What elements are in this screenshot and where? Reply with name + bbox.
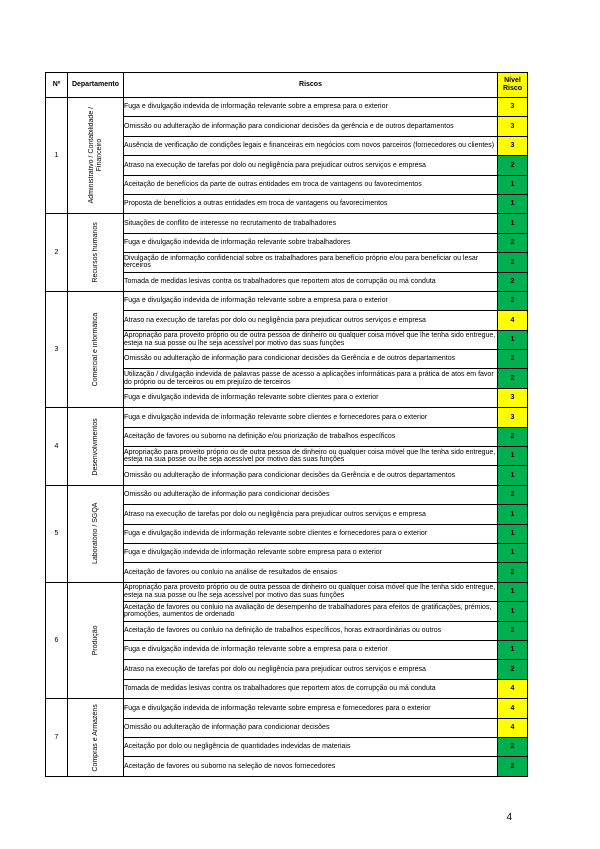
department-cell — [68, 582, 124, 698]
department-cell — [68, 699, 124, 777]
risk-description: Proposta de benefícios a outras entidades em troca de vantagens ou favorecimentos — [124, 194, 498, 213]
risk-level-badge: 2 — [498, 485, 528, 504]
risk-description: Fuga e divulgação indevida de informação relevante sobre empresa para o exterior — [124, 543, 498, 562]
header-department: Departamento — [68, 73, 124, 98]
risk-description: Apropriação para proveito próprio ou de outra pessoa de dinheiro ou qualquer coisa móvel que lhe tenha sido entregue, esteja na sua posse ou lhe seja acessível por motivo das suas funções — [124, 582, 498, 601]
table-row — [46, 214, 528, 233]
header-risk-level: Nível Risco — [498, 73, 528, 98]
risk-level-badge: 3 — [498, 98, 528, 117]
risk-description: Divulgação de informação confidencial sobre os trabalhadores para benefício próprio e/ou para beneficiar ou lesar terceiros — [124, 253, 498, 272]
risk-description: Omissão ou adulteração de informação para condicionar decisões da gerência e de outros departamentos — [124, 117, 498, 136]
risk-description: Fuga e divulgação indevida de informação relevante sobre clientes para o exterior — [124, 388, 498, 407]
group-number: 7 — [46, 699, 68, 777]
risk-description: Tomada de medidas lesivas contra os trabalhadores que reportem atos de corrupção ou má conduta — [124, 679, 498, 698]
risk-level-badge: 2 — [498, 350, 528, 369]
risk-description: Apropriação para proveito próprio ou de outra pessoa de dinheiro ou qualquer coisa móvel que lhe tenha sido entregue, esteja na sua posse ou lhe seja acessível por motivo das suas funções — [124, 447, 498, 466]
risk-description: Ausência de verificação de condições legais e financeiras em negócios com novos parceiros (fornecedores ou clientes) — [124, 136, 498, 155]
risk-description: Omissão ou adulteração de informação para condicionar decisões da Gerência e de outros departamentos — [124, 466, 498, 485]
risk-description: Aceitação de benefícios da parte de outras entidades em troca de vantagens ou favorecimentos — [124, 175, 498, 194]
risk-description: Aceitação de favores ou conluio na análise de resultados de ensaios — [124, 563, 498, 582]
risk-level-badge: 1 — [498, 466, 528, 485]
risk-description: Aceitação de favores ou suborno na seleção de novos fornecedores — [124, 757, 498, 776]
risk-level-badge: 2 — [498, 291, 528, 310]
risk-level-badge: 2 — [498, 427, 528, 446]
risk-level-badge: 1 — [498, 330, 528, 349]
risk-description: Fuga e divulgação indevida de informação relevante sobre clientes e fornecedores para o exterior — [124, 524, 498, 543]
risk-description: Tomada de medidas lesivas contra os trabalhadores que reportem atos de corrupção ou má conduta — [124, 272, 498, 291]
risk-level-badge: 4 — [498, 718, 528, 737]
group-number: 6 — [46, 582, 68, 698]
table-row — [46, 699, 528, 718]
risk-description: Utilização / divulgação indevida de palavras passe de acesso a aplicações informáticas para a prática de atos em favor do próprio ou de terceiros ou em prejuízo de terceiros — [124, 369, 498, 388]
risk-description: Atraso na execução de tarefas por dolo ou negligência para prejudicar outros serviços e empresa — [124, 505, 498, 524]
risk-level-badge: 1 — [498, 640, 528, 659]
risk-description: Fuga e divulgação indevida de informação relevante sobre trabalhadores — [124, 233, 498, 252]
risk-level-badge: 2 — [498, 156, 528, 175]
risk-level-badge: 1 — [498, 524, 528, 543]
header-number: Nº — [46, 73, 68, 98]
risk-level-badge: 1 — [498, 175, 528, 194]
risk-level-badge: 2 — [498, 563, 528, 582]
risk-level-badge: 2 — [498, 621, 528, 640]
department-cell — [68, 291, 124, 407]
risk-level-badge: 4 — [498, 679, 528, 698]
risk-level-badge: 1 — [498, 602, 528, 621]
header-risks: Riscos — [124, 73, 498, 98]
department-name: Recursos humanos — [91, 222, 99, 283]
group-number: 2 — [46, 214, 68, 292]
risk-level-badge: 3 — [498, 117, 528, 136]
risk-description: Aceitação de favores ou conluio na avaliação de desempenho de trabalhadores para efeitos de gratificações, prémios, promoções, aumentos de ordenado — [124, 602, 498, 621]
department-name: Laboratório / SGQA — [91, 503, 99, 565]
risk-table-body — [46, 98, 528, 777]
risk-level-badge: 3 — [498, 388, 528, 407]
department-cell — [68, 485, 124, 582]
risk-level-badge: 3 — [498, 408, 528, 427]
risk-description: Omissão ou adulteração de informação para condicionar decisões — [124, 485, 498, 504]
risk-description: Atraso na execução de tarefas por dolo ou negligência para prejudicar outros serviços e empresa — [124, 660, 498, 679]
department-name: Desenvolvimentos — [91, 417, 99, 476]
risk-level-badge: 1 — [498, 582, 528, 601]
risk-level-badge: 2 — [498, 737, 528, 756]
table-row — [46, 485, 528, 504]
group-number: 5 — [46, 485, 68, 582]
risk-level-badge: 3 — [498, 136, 528, 155]
risk-description: Apropriação para proveito próprio ou de outra pessoa de dinheiro ou qualquer coisa móvel que lhe tenha sido entregue, esteja na sua posse ou lhe seja acessível por motivo das suas funções — [124, 330, 498, 349]
table-row — [46, 582, 528, 601]
risk-description: Atraso na execução de tarefas por dolo ou negligência para prejudicar outros serviços e empresa — [124, 156, 498, 175]
group-number: 1 — [46, 98, 68, 214]
risk-description: Aceitação de favores ou conluio na definição de trabalhos específicos, horas extraordinárias ou outros — [124, 621, 498, 640]
risk-level-badge: 2 — [498, 660, 528, 679]
table-row — [46, 408, 528, 427]
risk-level-badge: 1 — [498, 447, 528, 466]
risk-description: Fuga e divulgação indevida de informação relevante sobre empresa e fornecedores para o exterior — [124, 699, 498, 718]
department-name: Administrativo / Contabilidade / Financeiro — [87, 107, 103, 204]
risk-description: Fuga e divulgação indevida de informação relevante sobre a empresa para o exterior — [124, 98, 498, 117]
risk-level-badge: 2 — [498, 757, 528, 776]
risk-description: Aceitação por dolo ou negligência de quantidades indevidas de materiais — [124, 737, 498, 756]
risk-level-badge: 1 — [498, 214, 528, 233]
risk-description: Fuga e divulgação indevida de informação relevante sobre a empresa para o exterior — [124, 291, 498, 310]
department-name: Comercial e informática — [91, 312, 99, 387]
department-cell — [68, 408, 124, 486]
department-name: Compras e Armazéns — [91, 703, 99, 772]
header-row — [46, 73, 528, 98]
risk-level-badge: 2 — [498, 369, 528, 388]
group-number: 3 — [46, 291, 68, 407]
risk-level-badge: 2 — [498, 253, 528, 272]
department-cell — [68, 214, 124, 292]
department-cell — [68, 98, 124, 214]
risk-level-badge: 4 — [498, 311, 528, 330]
department-name: Produção — [91, 625, 99, 656]
risk-table — [45, 72, 528, 777]
risk-description: Omissão ou adulteração de informação para condicionar decisões da Gerência e de outros departamentos — [124, 350, 498, 369]
risk-description: Atraso na execução de tarefas por dolo ou negligência para prejudicar outros serviços e empresa — [124, 311, 498, 330]
risk-description: Fuga e divulgação indevida de informação relevante sobre a empresa para o exterior — [124, 640, 498, 659]
risk-description: Fuga e divulgação indevida de informação relevante sobre clientes e fornecedores para o exterior — [124, 408, 498, 427]
group-number: 4 — [46, 408, 68, 486]
risk-level-badge: 2 — [498, 272, 528, 291]
risk-description: Omissão ou adulteração de informação para condicionar decisões — [124, 718, 498, 737]
table-row — [46, 98, 528, 117]
table-row — [46, 291, 528, 310]
page-number: 4 — [506, 812, 512, 823]
risk-level-badge: 1 — [498, 543, 528, 562]
risk-description: Situações de conflito de interesse no recrutamento de trabalhadores — [124, 214, 498, 233]
risk-level-badge: 1 — [498, 194, 528, 213]
risk-level-badge: 1 — [498, 505, 528, 524]
risk-level-badge: 4 — [498, 699, 528, 718]
risk-description: Aceitação de favores ou suborno na definição e/ou priorização de trabalhos específicos — [124, 427, 498, 446]
risk-level-badge: 2 — [498, 233, 528, 252]
